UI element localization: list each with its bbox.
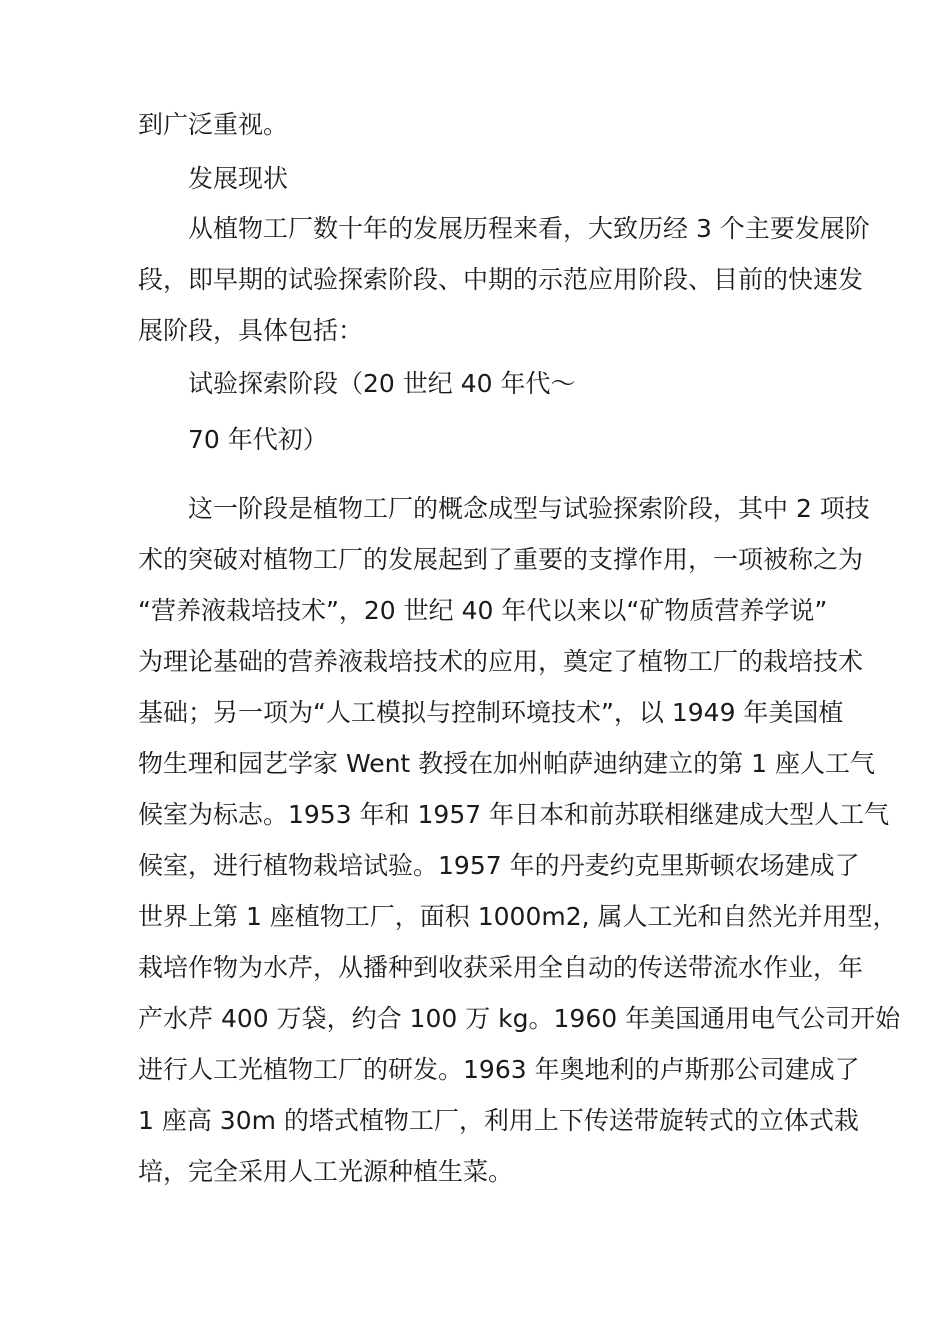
paragraph-line: 基础；另一项为“人工模拟与控制环境技术”，以 1949 年美国植 bbox=[138, 698, 844, 727]
paragraph-line: 为理论基础的营养液栽培技术的应用，奠定了植物工厂的栽培技术 bbox=[138, 647, 864, 676]
paragraph-line: 产水芹 400 万袋，约合 100 万 kg。1960 年美国通用电气公司开始 bbox=[138, 1004, 901, 1033]
paragraph-line: “营养液栽培技术”，20 世纪 40 年代以来以“矿物质营养学说” bbox=[138, 596, 828, 625]
paragraph-line: 世界上第 1 座植物工厂，面积 1000m2, 属人工光和自然光并用型， bbox=[138, 902, 898, 931]
paragraph-line: 1 座高 30m 的塔式植物工厂，利用上下传送带旋转式的立体式栽 bbox=[138, 1106, 859, 1135]
paragraph-line: 物生理和园艺学家 Went 教授在加州帕萨迪纳建立的第 1 座人工气 bbox=[138, 749, 875, 778]
paragraph-line: 候室，进行植物栽培试验。1957 年的丹麦约克里斯顿农场建成了 bbox=[138, 851, 860, 880]
paragraph-line: 候室为标志。1953 年和 1957 年日本和前苏联相继建成大型人工气 bbox=[138, 800, 890, 829]
paragraph-end-line: 到广泛重视。 bbox=[138, 110, 289, 139]
paragraph-line: 这一阶段是植物工厂的概念成型与试验探索阶段，其中 2 项技 bbox=[188, 494, 870, 523]
paragraph-line: 栽培作物为水芹，从播种到收获采用全自动的传送带流水作业，年 bbox=[138, 953, 864, 982]
paragraph-line: 术的突破对植物工厂的发展起到了重要的支撑作用，一项被称之为 bbox=[138, 545, 864, 574]
subsection-heading: 70 年代初） bbox=[188, 425, 328, 454]
paragraph-line: 展阶段，具体包括： bbox=[138, 316, 364, 345]
subsection-heading: 试验探索阶段（20 世纪 40 年代～ bbox=[188, 369, 576, 398]
section-heading: 发展现状 bbox=[188, 164, 289, 193]
paragraph-line: 培，完全采用人工光源种植生菜。 bbox=[138, 1157, 514, 1186]
paragraph-line: 段，即早期的试验探索阶段、中期的示范应用阶段、目前的快速发 bbox=[138, 265, 864, 294]
paragraph-line: 进行人工光植物工厂的研发。1963 年奥地利的卢斯那公司建成了 bbox=[138, 1055, 860, 1084]
paragraph-line: 从植物工厂数十年的发展历程来看，大致历经 3 个主要发展阶 bbox=[188, 214, 870, 243]
